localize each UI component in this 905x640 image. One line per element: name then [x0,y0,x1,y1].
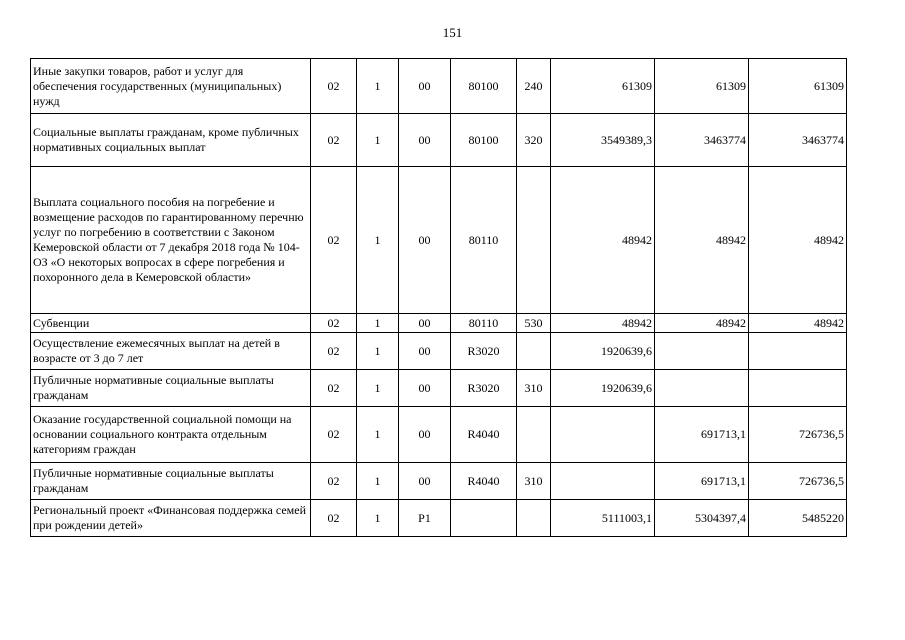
amount-year-3: 48942 [749,314,847,333]
row-name: Публичные нормативные социальные выплаты гражданам [31,370,311,407]
target-article-code: R4040 [451,463,517,500]
section-code: 02 [311,59,357,114]
program-code: P1 [399,500,451,537]
amount-year-1: 48942 [551,314,655,333]
amount-year-1: 3549389,3 [551,114,655,167]
table-row [31,333,847,370]
target-article-code: 80110 [451,167,517,314]
table-row [31,500,847,537]
section-code: 02 [311,314,357,333]
row-name: Выплата социального пособия на погребение и возмещение расходов по гарантированному перечню услуг по погребению в соответствии с Законом Кемеровской области от 7 декабря 2018 года № 104-ОЗ «О некоторых вопросах в сфере погребения и похоронного дела в Кемеровской области» [31,167,311,314]
amount-year-2: 61309 [655,59,749,114]
expense-type-code: 240 [517,59,551,114]
table-row [31,114,847,167]
section-code: 02 [311,463,357,500]
section-code: 02 [311,500,357,537]
section-code: 02 [311,114,357,167]
expense-type-code: 320 [517,114,551,167]
section-code: 02 [311,370,357,407]
target-article-code: 80100 [451,114,517,167]
expense-type-code [517,167,551,314]
program-code: 00 [399,333,451,370]
amount-year-3: 48942 [749,167,847,314]
section-code: 02 [311,333,357,370]
section-code: 02 [311,407,357,463]
program-code: 00 [399,314,451,333]
row-name: Социальные выплаты гражданам, кроме публичных нормативных социальных выплат [31,114,311,167]
subsection-code: 1 [357,114,399,167]
page-number: 151 [442,25,463,40]
expense-type-code: 530 [517,314,551,333]
amount-year-2: 48942 [655,314,749,333]
target-article-code [451,500,517,537]
amount-year-1: 5111003,1 [551,500,655,537]
amount-year-3: 3463774 [749,114,847,167]
amount-year-3 [749,370,847,407]
amount-year-3: 726736,5 [749,463,847,500]
section-code: 02 [311,167,357,314]
table-row [31,167,847,314]
subsection-code: 1 [357,59,399,114]
row-name: Публичные нормативные социальные выплаты гражданам [31,463,311,500]
amount-year-3: 61309 [749,59,847,114]
amount-year-3: 726736,5 [749,407,847,463]
subsection-code: 1 [357,333,399,370]
target-article-code: R4040 [451,407,517,463]
target-article-code: 80110 [451,314,517,333]
amount-year-2: 691713,1 [655,407,749,463]
amount-year-2 [655,333,749,370]
subsection-code: 1 [357,500,399,537]
program-code: 00 [399,370,451,407]
program-code: 00 [399,407,451,463]
target-article-code: R3020 [451,333,517,370]
row-name: Субвенции [31,314,311,333]
amount-year-2: 3463774 [655,114,749,167]
table-row [31,407,847,463]
table-row [31,463,847,500]
amount-year-2: 691713,1 [655,463,749,500]
row-name: Региональный проект «Финансовая поддержка семей при рождении детей» [31,500,311,537]
target-article-code: 80100 [451,59,517,114]
program-code: 00 [399,167,451,314]
program-code: 00 [399,59,451,114]
table-row [31,314,847,333]
subsection-code: 1 [357,167,399,314]
program-code: 00 [399,463,451,500]
amount-year-1: 48942 [551,167,655,314]
amount-year-3 [749,333,847,370]
subsection-code: 1 [357,407,399,463]
subsection-code: 1 [357,314,399,333]
expense-type-code [517,500,551,537]
table-row [31,370,847,407]
amount-year-1: 61309 [551,59,655,114]
program-code: 00 [399,114,451,167]
row-name: Оказание государственной социальной помощи на основании социального контракта отдельным категориям граждан [31,407,311,463]
row-name: Осуществление ежемесячных выплат на детей в возрасте от 3 до 7 лет [31,333,311,370]
amount-year-1: 1920639,6 [551,370,655,407]
amount-year-2 [655,370,749,407]
expense-type-code [517,407,551,463]
expense-type-code: 310 [517,463,551,500]
subsection-code: 1 [357,370,399,407]
budget-table [30,58,847,537]
amount-year-1: 1920639,6 [551,333,655,370]
amount-year-2: 5304397,4 [655,500,749,537]
amount-year-1 [551,407,655,463]
amount-year-1 [551,463,655,500]
row-name: Иные закупки товаров, работ и услуг для обеспечения государственных (муниципальных) нужд [31,59,311,114]
expense-type-code: 310 [517,370,551,407]
amount-year-2: 48942 [655,167,749,314]
table-row [31,59,847,114]
target-article-code: R3020 [451,370,517,407]
amount-year-3: 5485220 [749,500,847,537]
expense-type-code [517,333,551,370]
subsection-code: 1 [357,463,399,500]
